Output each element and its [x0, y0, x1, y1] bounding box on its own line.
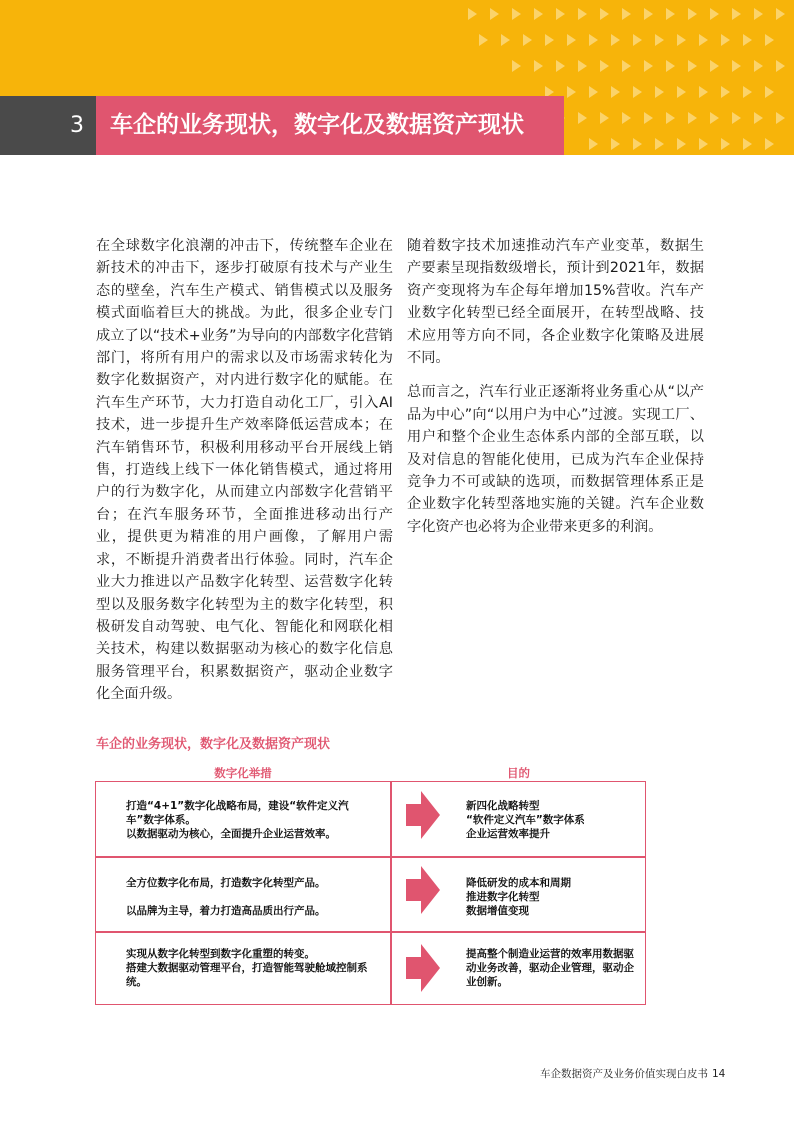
- triangle-decoration: [754, 60, 763, 72]
- triangle-decoration: [699, 86, 708, 98]
- triangle-decoration: [710, 8, 719, 20]
- purpose-text: 数据增值变现: [466, 905, 529, 917]
- triangle-decoration: [545, 34, 554, 46]
- measure-text: 打造“4+1”数字化战略布局，建设“软件定义汽车”数字体系。: [126, 800, 349, 826]
- triangle-decoration: [743, 138, 752, 150]
- triangle-decoration: [644, 60, 653, 72]
- arrow-right-icon: [406, 866, 440, 914]
- triangle-decoration: [677, 34, 686, 46]
- table-row-1-measures: [126, 799, 376, 841]
- triangle-decoration: [688, 8, 697, 20]
- section-title: 车企的业务现状，数字化及数据资产现状: [96, 96, 564, 155]
- triangle-decoration: [600, 112, 609, 124]
- triangle-decoration: [611, 138, 620, 150]
- triangle-decoration: [677, 138, 686, 150]
- triangle-decoration: [633, 86, 642, 98]
- triangle-decoration: [578, 8, 587, 20]
- right-column: [407, 235, 704, 538]
- table-divider-row-1: [96, 856, 645, 858]
- triangle-decoration: [534, 60, 543, 72]
- triangle-decoration: [699, 138, 708, 150]
- figure-title: 车企的业务现状，数字化及数据资产现状: [96, 737, 331, 752]
- triangle-decoration: [589, 138, 598, 150]
- page-number: 14: [712, 1068, 726, 1080]
- triangle-decoration: [468, 8, 477, 20]
- footer-doc-title: 车企数据资产及业务价值实现白皮书: [540, 1068, 708, 1080]
- triangle-decoration: [600, 60, 609, 72]
- left-paragraph: 在全球数字化浪潮的冲击下，传统整车企业在新技术的冲击下，逐步打破原有技术与产业生态的壁垒，汽车生产模式、销售模式以及服务模式面临着巨大的挑战。为此，很多企业专门成立了以“技术+业务”为导向的内部数字化营销部门，将所有用户的需求以及市场需求转化为数字化数据资产，对内进行数字化的赋能。在汽车生产环节，大力打造自动化工厂，引入AI技术，进一步提升生产效率降低运营成本；在汽车销售环节，积极利用移动平台开展线上销售，打造线上线下一体化销售模式，通过将用户的行为数字化，从而建立内部数字化营销平台；在汽车服务环节，全面推进移动出行产业，提供更为精准的用户画像，了解用户需求，不断提升消费者出行体验。同时，汽车企业大力推进以产品数字化转型、运营数字化转型以及服务数字化转型为主的数字化转型，积极研发自动驾驶、电气化、智能化和网联化相关技术，构建以数据驱动为核心的数字化信息服务管理平台，积累数据资产，驱动企业数字化全面升级。: [96, 238, 393, 703]
- triangle-decoration: [622, 112, 631, 124]
- triangle-decoration: [644, 112, 653, 124]
- triangle-decoration: [655, 86, 664, 98]
- triangle-decoration: [644, 8, 653, 20]
- triangle-decoration: [688, 60, 697, 72]
- triangle-decoration: [556, 60, 565, 72]
- measures-table: [95, 781, 646, 1005]
- triangle-decoration: [666, 8, 675, 20]
- triangle-decoration: [600, 8, 609, 20]
- table-row-2-purpose: [466, 876, 641, 918]
- triangle-decoration: [710, 112, 719, 124]
- section-number: 3: [70, 113, 84, 138]
- triangle-decoration: [743, 86, 752, 98]
- column-header-measures: 数字化举措: [214, 766, 272, 780]
- triangle-decoration: [688, 112, 697, 124]
- triangle-decoration: [666, 112, 675, 124]
- measure-text: 以数据驱动为核心，全面提升企业运营效率。: [126, 828, 336, 840]
- triangle-decoration: [611, 34, 620, 46]
- triangle-decoration: [633, 34, 642, 46]
- triangle-decoration: [732, 112, 741, 124]
- triangle-decoration: [754, 8, 763, 20]
- table-row-2-measures: [126, 876, 376, 918]
- triangle-decoration: [754, 112, 763, 124]
- triangle-decoration: [655, 34, 664, 46]
- triangle-decoration: [479, 34, 488, 46]
- triangle-decoration: [512, 8, 521, 20]
- measure-text: 以品牌为主导，着力打造高品质出行产品。: [126, 905, 326, 917]
- triangle-decoration: [743, 34, 752, 46]
- triangle-decoration: [556, 8, 565, 20]
- triangle-decoration: [776, 112, 785, 124]
- table-divider-row-2: [96, 931, 645, 933]
- triangle-decoration: [589, 86, 598, 98]
- purpose-text: 推进数字化转型: [466, 891, 540, 903]
- right-paragraph-1: 随着数字技术加速推动汽车产业变革，数据生产要素呈现指数级增长，预计到2021年，数据资产变现将为车企每年增加15%营收。汽车产业数字化转型已经全面展开，在转型战略、技术应用等方向不同，各企业数字化策略及进展不同。: [407, 238, 704, 367]
- right-paragraph-2: 总而言之，汽车行业正逐渐将业务重心从“以产品为中心”向“以用户为中心”过渡。实现工厂、用户和整个企业生态体系内部的全部互联，以及对信息的智能化使用，已成为汽车企业保持竞争力不可或缺的选项，而数据管理体系正是企业数字化转型落地实施的关键。汽车企业数字化资产也必将为企业带来更多的利润。: [407, 384, 704, 535]
- triangle-decoration: [776, 60, 785, 72]
- purpose-text: 新四化战略转型: [466, 800, 540, 812]
- purpose-text: 降低研发的成本和周期: [466, 877, 571, 889]
- triangle-decoration: [501, 34, 510, 46]
- table-row-3-purpose: [466, 947, 641, 989]
- table-divider-vertical: [390, 782, 392, 1004]
- triangle-decoration: [721, 34, 730, 46]
- triangle-decoration: [721, 86, 730, 98]
- triangle-decoration: [567, 34, 576, 46]
- triangle-decoration: [578, 112, 587, 124]
- triangle-decoration: [490, 8, 499, 20]
- purpose-text: “软件定义汽车”数字体系: [466, 814, 585, 826]
- triangle-decoration: [721, 138, 730, 150]
- triangle-decoration: [710, 60, 719, 72]
- triangle-decoration: [765, 34, 774, 46]
- measure-text: 全方位数字化布局，打造数字化转型产品。: [126, 877, 326, 889]
- arrow-right-icon: [406, 944, 440, 992]
- page-footer: [540, 1066, 725, 1081]
- section-number-box: [0, 96, 96, 155]
- triangle-decoration: [765, 138, 774, 150]
- triangle-decoration: [732, 8, 741, 20]
- triangle-decoration: [611, 86, 620, 98]
- table-row-1-purpose: [466, 799, 641, 841]
- triangle-decoration: [589, 34, 598, 46]
- column-header-purpose: 目的: [507, 766, 530, 780]
- purpose-text: 提高整个制造业运营的效率用数据驱动业务改善，驱动企业管理，驱动企业创新。: [466, 948, 634, 988]
- triangle-decoration: [523, 34, 532, 46]
- triangle-decoration: [699, 34, 708, 46]
- triangle-decoration: [512, 60, 521, 72]
- measure-text: 搭建大数据驱动管理平台，打造智能驾驶舱域控制系统。: [126, 962, 368, 988]
- triangle-decoration: [633, 138, 642, 150]
- table-row-3-measures: [126, 947, 376, 989]
- purpose-text: 企业运营效率提升: [466, 828, 550, 840]
- triangle-decoration: [677, 86, 686, 98]
- triangle-decoration: [622, 60, 631, 72]
- triangle-decoration: [534, 8, 543, 20]
- triangle-decoration: [567, 86, 576, 98]
- triangle-decoration: [578, 60, 587, 72]
- triangle-decoration: [732, 60, 741, 72]
- triangle-decoration: [655, 138, 664, 150]
- arrow-right-icon: [406, 791, 440, 839]
- left-column: [96, 235, 393, 706]
- triangle-decoration: [776, 8, 785, 20]
- measure-text: 实现从数字化转型到数字化重塑的转变。: [126, 948, 315, 960]
- triangle-decoration: [622, 8, 631, 20]
- triangle-decoration: [666, 60, 675, 72]
- triangle-decoration: [765, 86, 774, 98]
